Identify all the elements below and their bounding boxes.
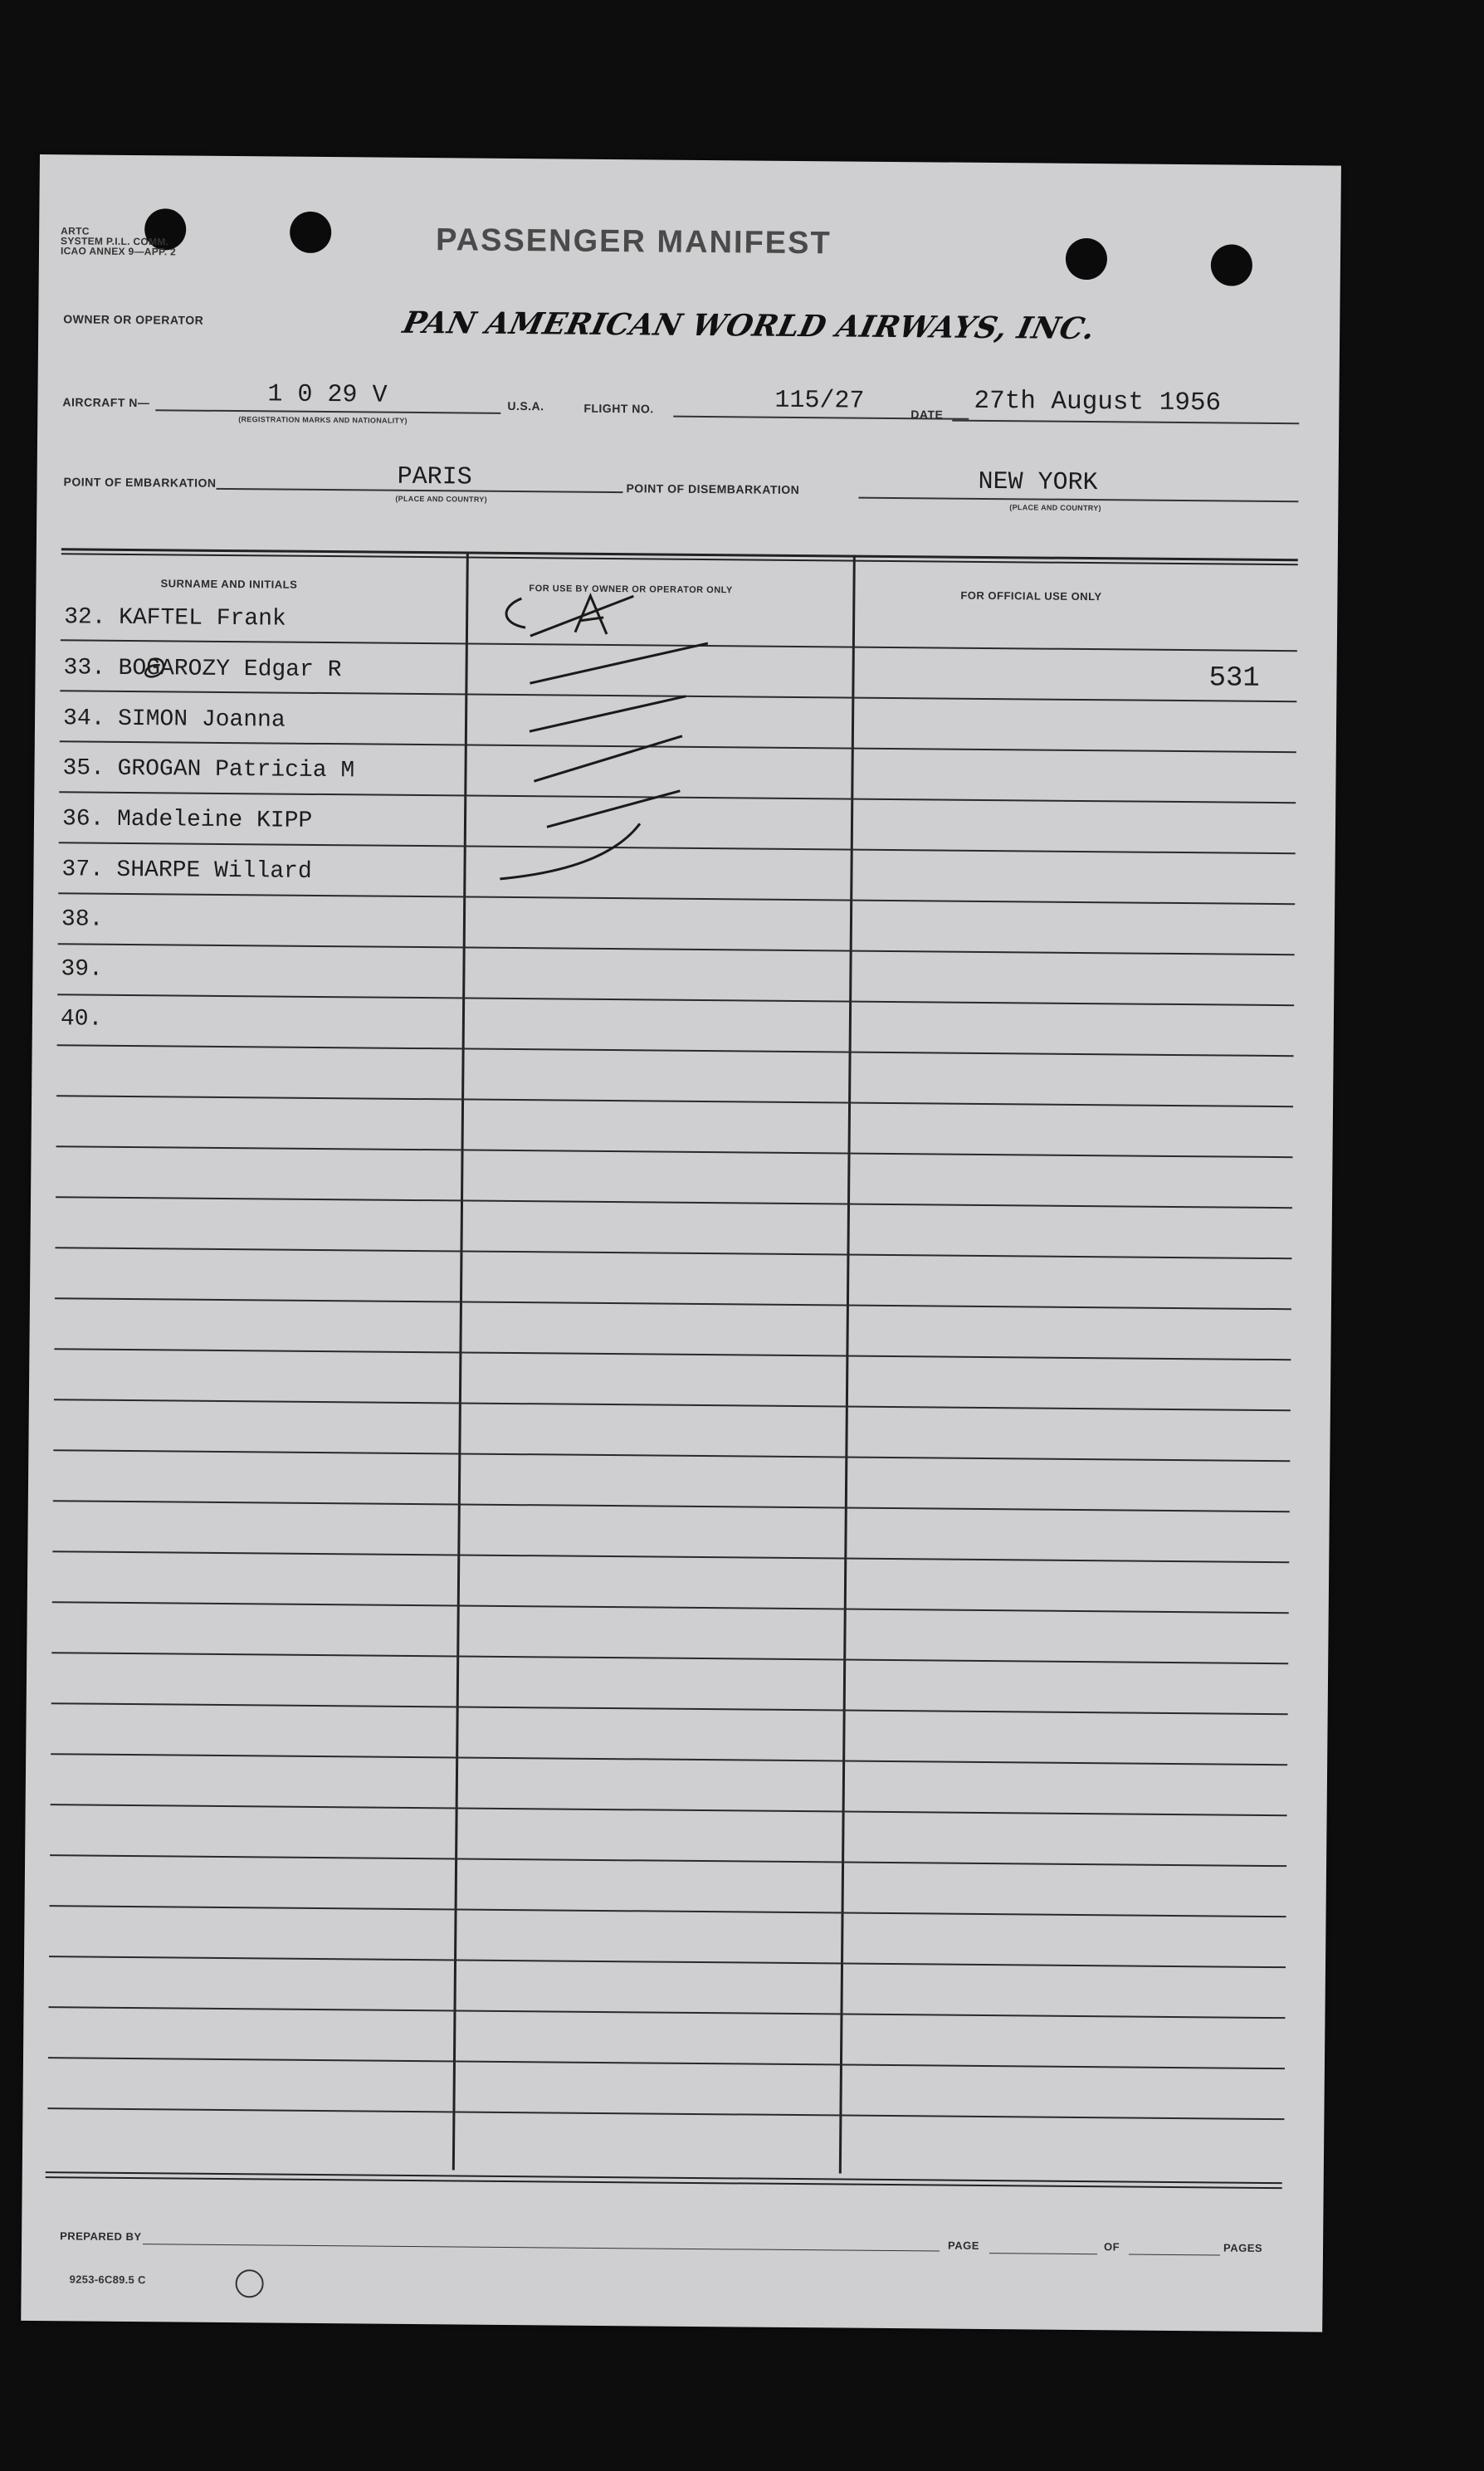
disembarkation-label: POINT OF DISEMBARKATION — [626, 481, 800, 497]
handwritten-stroke — [506, 598, 525, 628]
country-label: U.S.A. — [507, 398, 544, 413]
row-number: 40. — [60, 1006, 103, 1033]
handwritten-stroke — [534, 735, 681, 783]
form-number: 9253-6C89.5 C — [69, 2273, 146, 2287]
handwritten-stroke — [145, 659, 164, 677]
official-code: 531 — [1208, 662, 1260, 695]
column-header-operator: FOR USE BY OWNER OR OPERATOR ONLY — [529, 584, 733, 596]
form-code-line: ARTC — [61, 225, 90, 237]
embarkation-sublabel: (PLACE AND COUNTRY) — [395, 494, 487, 504]
passenger-name: GROGAN Patricia M — [117, 755, 355, 784]
row-number: 32. — [63, 604, 106, 631]
embarkation-value: PARIS — [397, 462, 472, 492]
aircraft-registration: 1 0 29 V — [267, 380, 388, 410]
row-number: 35. — [62, 755, 105, 782]
handwritten-stroke — [530, 642, 707, 685]
airline-name: PAN AMERICAN WORLD AIRWAYS, INC. — [399, 305, 1099, 347]
row-number: 34. — [62, 706, 105, 732]
owner-label: OWNER OR OPERATOR — [63, 312, 204, 327]
row-number: 33. — [63, 655, 106, 681]
row-number: 38. — [61, 906, 104, 933]
form-code-line: SYSTEM P.I.L. COMM. — [61, 235, 169, 248]
handwritten-stroke — [547, 789, 680, 828]
flight-number: 115/27 — [774, 386, 865, 416]
row-number: 39. — [61, 956, 103, 983]
passenger-name: BOGAROZY Edgar R — [118, 655, 342, 684]
union-label-icon — [235, 2269, 263, 2298]
row-number: 37. — [61, 857, 105, 883]
page-label: PAGE — [947, 2239, 980, 2252]
form-code-line: ICAO ANNEX 9—APP. 2 — [60, 245, 177, 258]
disembarkation-sublabel: (PLACE AND COUNTRY) — [1009, 503, 1101, 513]
column-header-surname: SURNAME AND INITIALS — [160, 577, 298, 591]
handwritten-checkmarks — [21, 154, 1341, 2332]
handwritten-letter-a — [575, 596, 607, 634]
of-label: OF — [1103, 2240, 1120, 2254]
aircraft-sublabel: (REGISTRATION MARKS AND NATIONALITY) — [238, 415, 408, 425]
flight-label: FLIGHT NO. — [583, 401, 654, 416]
disembarkation-value: NEW YORK — [978, 467, 1098, 498]
handwritten-stroke — [500, 823, 640, 880]
aircraft-label: AIRCRAFT N— — [62, 395, 150, 410]
row-number: 36. — [61, 806, 105, 833]
handwritten-stroke — [530, 695, 686, 733]
date-label: DATE — [910, 408, 944, 422]
column-header-official: FOR OFFICIAL USE ONLY — [960, 588, 1102, 603]
passenger-name: KAFTEL Frank — [118, 604, 286, 632]
passenger-name: SHARPE Willard — [116, 857, 312, 885]
manifest-sheet — [21, 154, 1341, 2332]
handwritten-mark-text — [40, 154, 41, 155]
page-title: PASSENGER MANIFEST — [435, 222, 832, 261]
embarkation-label: POINT OF EMBARKATION — [63, 475, 217, 490]
prepared-by-label: PREPARED BY — [60, 2229, 142, 2244]
pages-label: PAGES — [1223, 2241, 1263, 2254]
passenger-name: SIMON Joanna — [117, 706, 286, 734]
passenger-name: Madeleine KIPP — [116, 806, 313, 834]
flight-date: 27th August 1956 — [974, 386, 1222, 418]
